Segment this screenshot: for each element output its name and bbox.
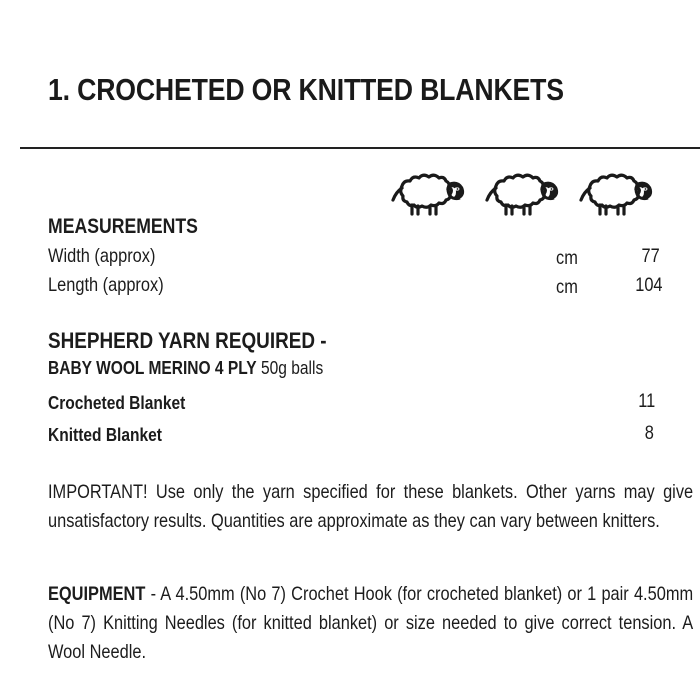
width-unit: cm <box>556 247 578 269</box>
width-label: Width (approx) <box>48 245 156 267</box>
length-unit: cm <box>556 276 578 298</box>
yarn-product-name: BABY WOOL MERINO 4 PLY <box>48 357 257 378</box>
sheep-icon <box>482 166 562 216</box>
equipment-label: EQUIPMENT <box>48 583 146 605</box>
crocheted-blanket-label: Crocheted Blanket <box>48 392 186 413</box>
yarn-product <box>48 357 323 379</box>
length-label: Length (approx) <box>48 274 164 296</box>
yarn-heading: SHEPHERD YARN REQUIRED - <box>48 328 327 353</box>
sheep-icon <box>576 166 656 216</box>
equipment-note <box>48 580 693 667</box>
difficulty-rating <box>388 166 656 216</box>
crocheted-blanket-balls: 11 <box>637 390 655 412</box>
sheep-icon <box>388 166 468 216</box>
yarn-product-ball-size: 50g balls <box>256 357 324 378</box>
title-divider <box>20 147 700 149</box>
page-title: 1. CROCHETED OR KNITTED BLANKETS <box>48 72 564 107</box>
important-note: IMPORTANT! Use only the yarn specified for these blankets. Other yarns may give unsatisfactory results. Quantities are approximate as they can vary between knitters. <box>48 481 694 532</box>
knitted-blanket-balls: 8 <box>644 422 654 444</box>
measurements-heading: MEASUREMENTS <box>48 215 198 238</box>
width-value: 77 <box>641 245 660 267</box>
equipment-text: - A 4.50mm (No 7) Crochet Hook (for crocheted blanket) or 1 pair 4.50mm (No 7) Knitting Needles (for knitted blanket) or size needed to give correct tension. A Wool Needle. <box>48 583 694 663</box>
length-value: 104 <box>635 274 663 296</box>
knitted-blanket-label: Knitted Blanket <box>48 424 162 445</box>
